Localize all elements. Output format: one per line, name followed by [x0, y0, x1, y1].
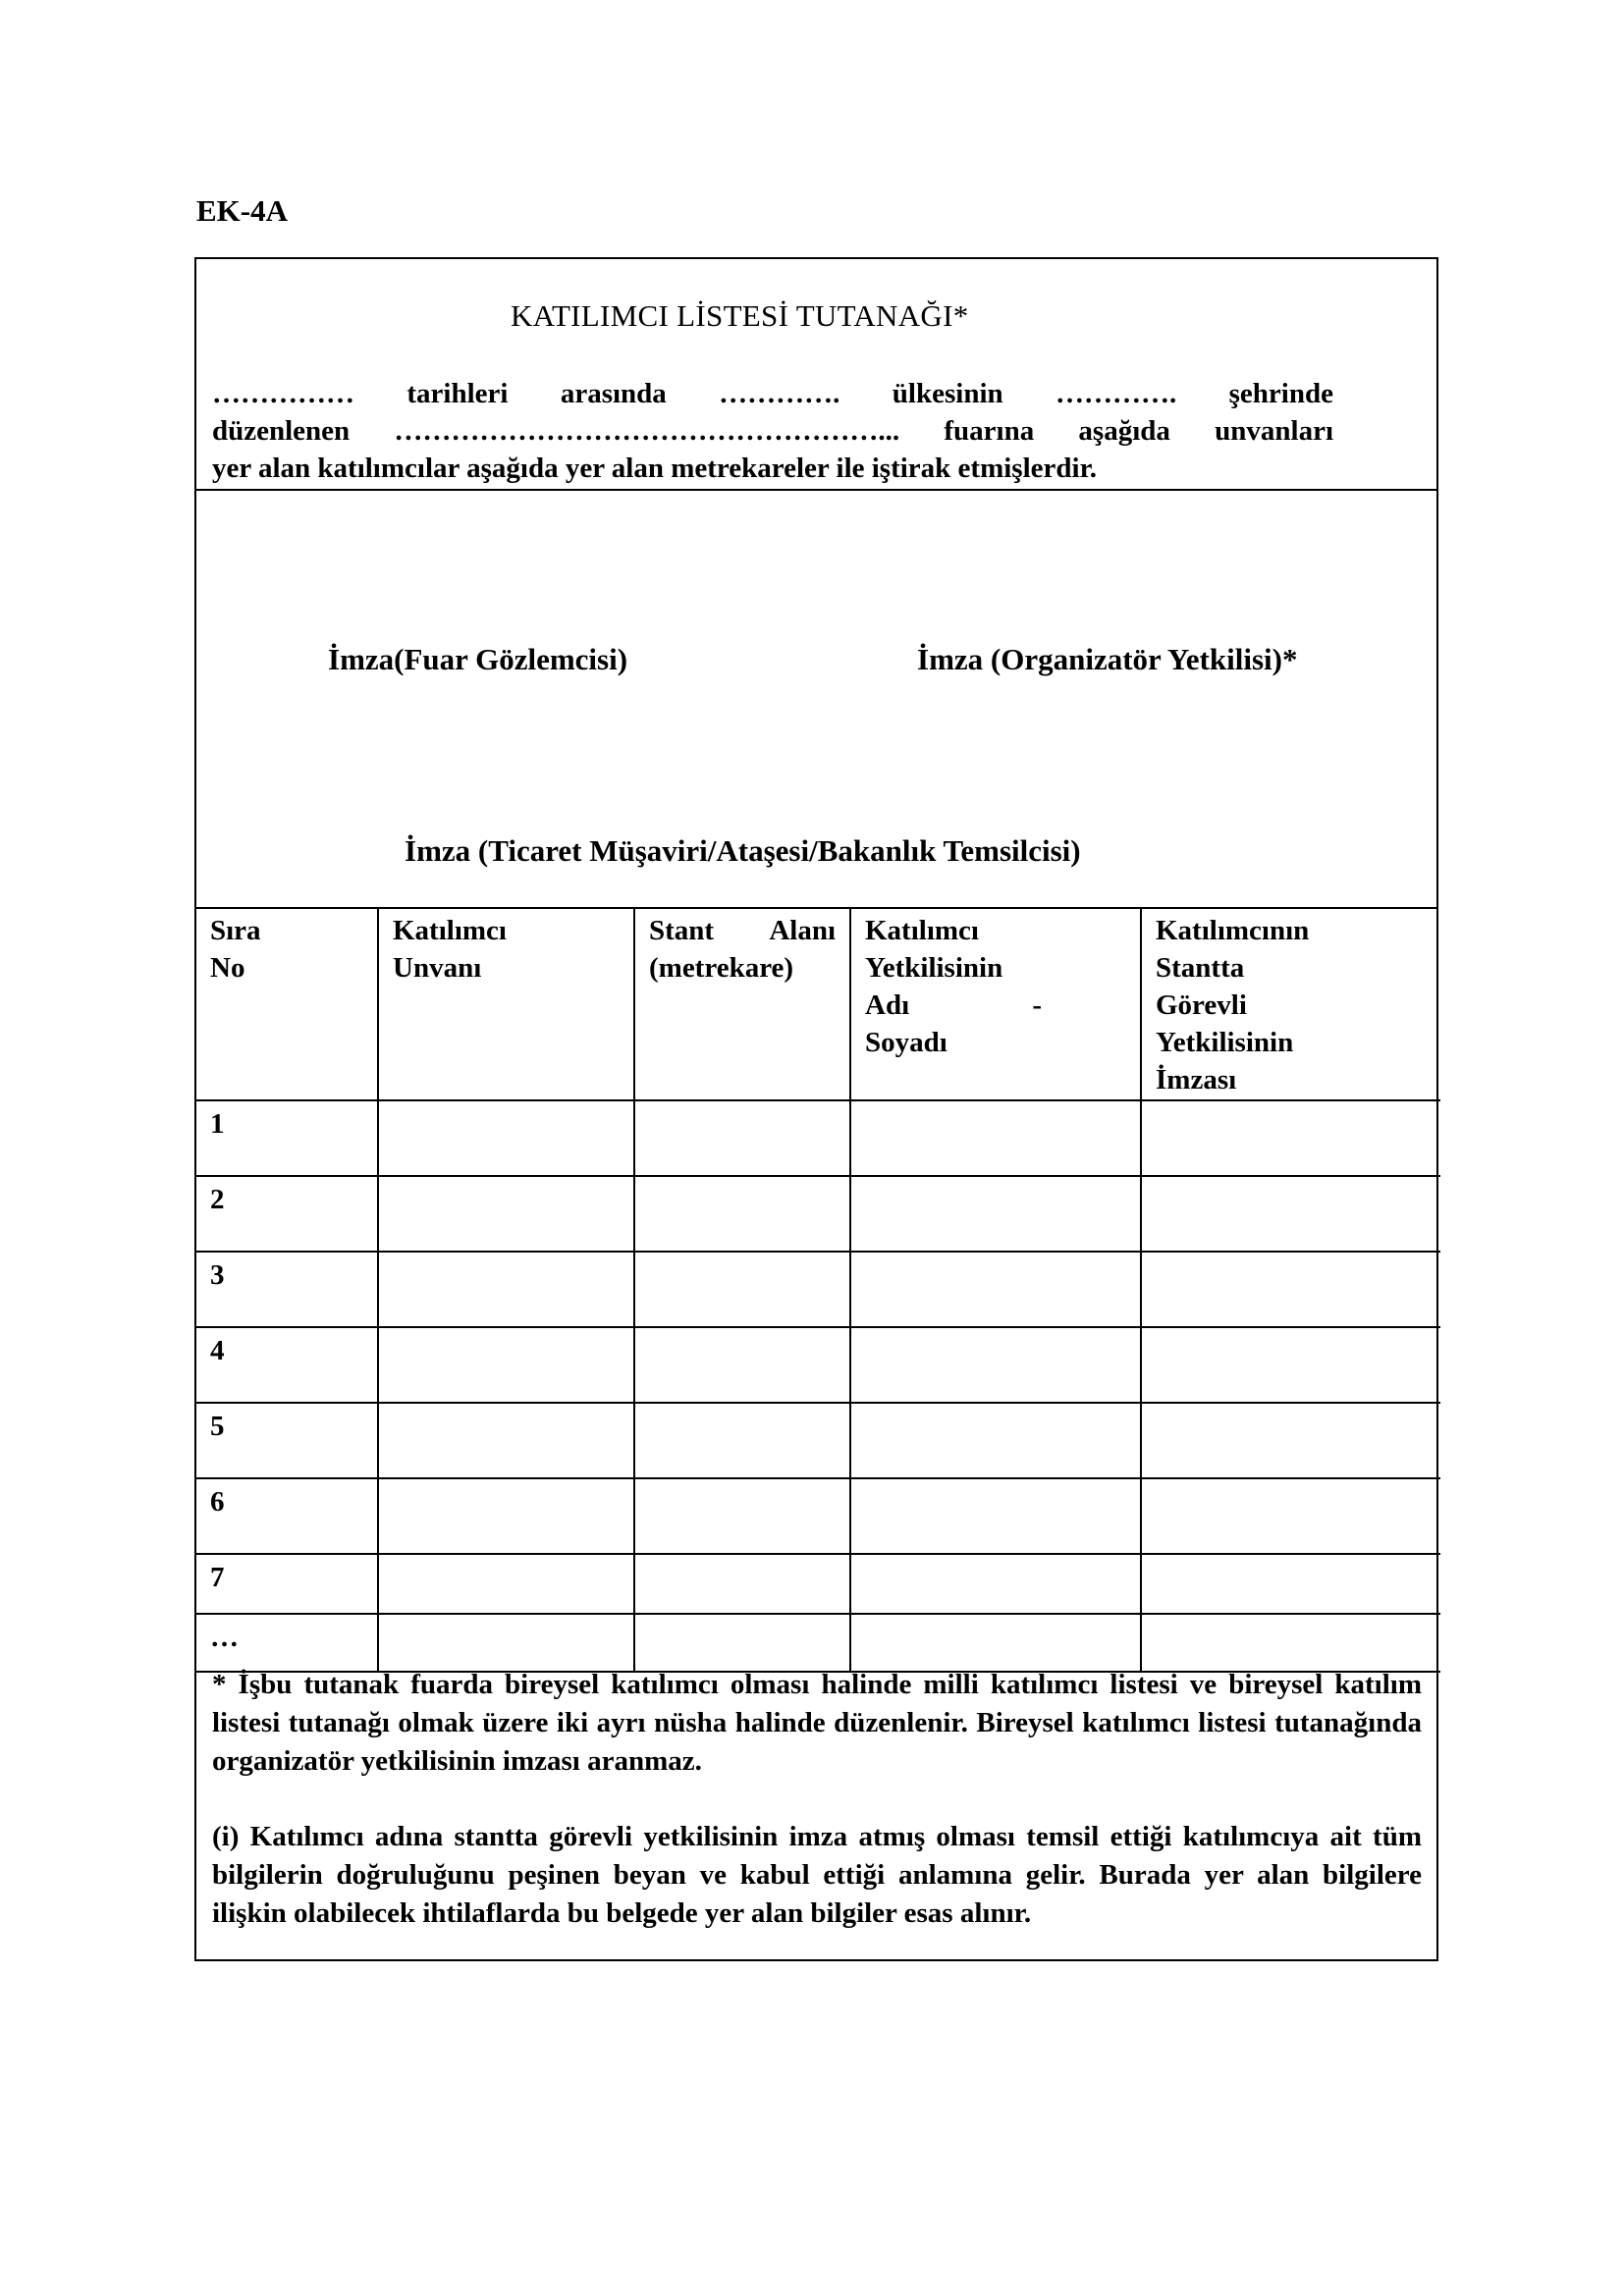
signature-organizer: İmza (Organizatör Yetkilisi)*: [917, 642, 1298, 676]
participant-title-cell[interactable]: [378, 1327, 634, 1403]
row-number: 1: [196, 1100, 378, 1176]
signature-cell[interactable]: [1141, 1478, 1440, 1554]
participant-title-cell[interactable]: [378, 1403, 634, 1478]
authorized-name-cell[interactable]: [850, 1478, 1141, 1554]
row-number: 7: [196, 1554, 378, 1614]
row-number: 2: [196, 1176, 378, 1252]
header-yetkili-imzasi: Katılımcının Stantta Görevli Yetkilisinin İmzası: [1141, 908, 1440, 1100]
authorized-name-cell[interactable]: [850, 1100, 1141, 1176]
row-number: 4: [196, 1327, 378, 1403]
stand-area-cell[interactable]: [634, 1176, 850, 1252]
table-row: [196, 1614, 1440, 1672]
table-row: [196, 1176, 1440, 1252]
authorized-name-cell[interactable]: [850, 1554, 1141, 1614]
row-number: …: [196, 1614, 378, 1672]
signature-cell[interactable]: [1141, 1252, 1440, 1327]
signature-cell[interactable]: [1141, 1403, 1440, 1478]
stand-area-cell[interactable]: [634, 1614, 850, 1672]
signature-cell[interactable]: [1141, 1614, 1440, 1672]
participant-title-cell[interactable]: [378, 1478, 634, 1554]
intro-line-2: düzenlenen ……………………………………………... fuarına aşağıda unvanları: [212, 415, 1333, 447]
intro-line-1: …………… tarihleri arasında …………. ülkesinin …………. şehrinde: [212, 378, 1333, 409]
footnotes: [212, 1666, 1422, 1970]
stand-area-cell[interactable]: [634, 1554, 850, 1614]
header-yetkili-adi-soyadi: Katılımcı Yetkilisinin Adı - Soyadı: [850, 908, 1141, 1100]
signature-commercial-attache: İmza (Ticaret Müşaviri/Ataşesi/Bakanlık Temsilcisi): [405, 833, 1081, 868]
table-row: [196, 1403, 1440, 1478]
signature-cell[interactable]: [1141, 1554, 1440, 1614]
form-title: KATILIMCI LİSTESİ TUTANAĞI*: [511, 298, 969, 333]
header-stant-alani: Stant Alanı (metrekare): [634, 908, 850, 1100]
stand-area-cell[interactable]: [634, 1252, 850, 1327]
annex-label: EK-4A: [196, 193, 288, 228]
participant-title-cell[interactable]: [378, 1176, 634, 1252]
stand-area-cell[interactable]: [634, 1403, 850, 1478]
participant-title-cell[interactable]: [378, 1614, 634, 1672]
table-header-row: [196, 908, 1440, 1100]
header-katilimci-unvani: Katılımcı Unvanı: [378, 908, 634, 1100]
authorized-name-cell[interactable]: [850, 1252, 1141, 1327]
table-row: [196, 1327, 1440, 1403]
signature-cell[interactable]: [1141, 1100, 1440, 1176]
stand-area-cell[interactable]: [634, 1327, 850, 1403]
table-row: [196, 1100, 1440, 1176]
footnote-asterisk: * İşbu tutanak fuarda bireysel katılımcı olması halinde milli katılımcı listesi ve bireysel katılım listesi tutanağı olmak üzere iki ayrı nüsha halinde düzenlenir. Bireysel katılımcı listesi tutanağında organizatör yetkilisinin imzası aranmaz.: [212, 1669, 1422, 1777]
header-sira-no: Sıra No: [196, 908, 378, 1100]
form-frame: [194, 257, 1438, 1961]
table-row: [196, 1478, 1440, 1554]
authorized-name-cell[interactable]: [850, 1327, 1141, 1403]
signature-cell[interactable]: [1141, 1327, 1440, 1403]
intro-line-3: yer alan katılımcılar aşağıda yer alan metrekareler ile iştirak etmişlerdir.: [212, 453, 1098, 484]
signature-section: [196, 490, 1436, 909]
participant-table: [196, 908, 1440, 1673]
participant-title-cell[interactable]: [378, 1252, 634, 1327]
table-row: [196, 1554, 1440, 1614]
intro-paragraph: [212, 375, 1333, 487]
authorized-name-cell[interactable]: [850, 1614, 1141, 1672]
row-number: 3: [196, 1252, 378, 1327]
authorized-name-cell[interactable]: [850, 1403, 1141, 1478]
signature-cell[interactable]: [1141, 1176, 1440, 1252]
footnote-i: (i) Katılımcı adına stantta görevli yetkilisinin imza atmış olması temsil ettiği katılımcıya ait tüm bilgilerin doğruluğunu peşinen beyan ve kabul ettiği anlamına gelir. Burada yer alan bilgilere ilişkin olabilecek ihtilaflarda bu belgede yer alan bilgiler esas alınır.: [212, 1821, 1422, 1929]
stand-area-cell[interactable]: [634, 1100, 850, 1176]
stand-area-cell[interactable]: [634, 1478, 850, 1554]
table-row: [196, 1252, 1440, 1327]
authorized-name-cell[interactable]: [850, 1176, 1141, 1252]
signature-fair-observer: İmza(Fuar Gözlemcisi): [328, 642, 628, 676]
row-number: 5: [196, 1403, 378, 1478]
header-section: [196, 259, 1436, 491]
row-number: 6: [196, 1478, 378, 1554]
participant-title-cell[interactable]: [378, 1554, 634, 1614]
participant-title-cell[interactable]: [378, 1100, 634, 1176]
